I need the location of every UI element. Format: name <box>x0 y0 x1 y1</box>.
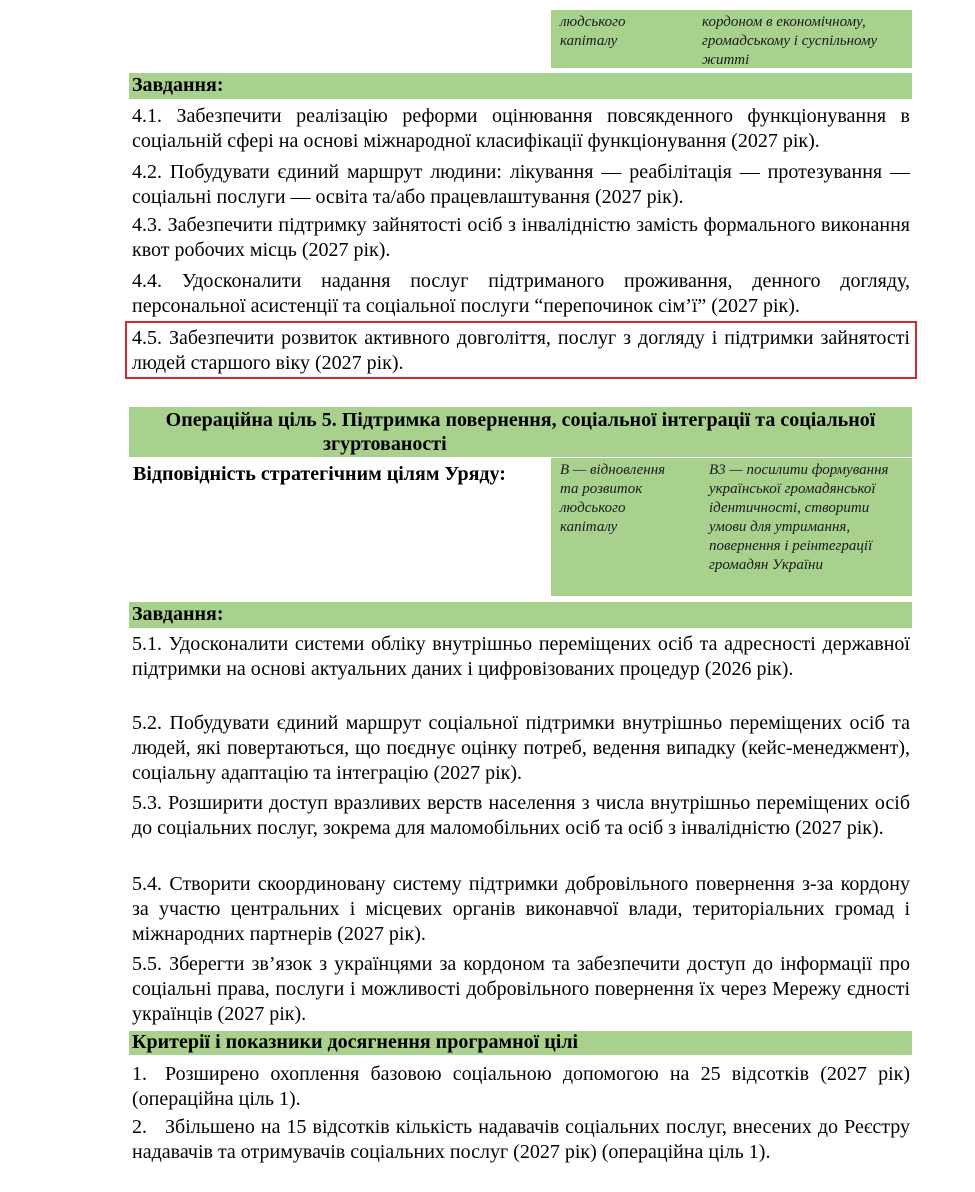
top-table-cell-1 <box>551 10 693 68</box>
top-table-cell-2 <box>693 10 912 68</box>
operational-goal-5-line2: згуртованості <box>323 433 447 455</box>
task-5-3: 5.3. Розширити доступ вразливих верств населення з числа внутрішньо переміщених осіб до соціальних послуг, зокрема для маломобільних осіб та осіб з інвалідністю (2027 рік). <box>132 792 910 839</box>
criteria-item-2 <box>132 1115 910 1165</box>
tasks-heading-5-text: Завдання: <box>132 603 224 625</box>
criteria-item-1-text: Розширено охоплення базовою соціальною допомогою на 25 відсотків (2027 рік) (операційна ціль 1). <box>132 1063 910 1110</box>
alignment-cell-1 <box>551 458 693 596</box>
criteria-item-1 <box>132 1062 910 1112</box>
task-4-1: 4.1. Забезпечити реалізацію реформи оцінювання повсякденного функціонування в соціальній сфері на основі міжнародної класифікації функціонування (2027 рік). <box>132 105 910 152</box>
criteria-item-2-number: 2. <box>132 1116 147 1138</box>
alignment-col1-text: В — відновлення та розвиток людського капіталу <box>560 462 666 535</box>
tasks-heading-4 <box>129 73 912 99</box>
criteria-item-2-text: Збільшено на 15 відсотків кількість надавачів соціальних послуг, внесених до Реєстру надавачів та отримувачів соціальних послуг (2027 рік) (операційна ціль 1). <box>132 1116 910 1163</box>
top-table-col1-text: людського капіталу <box>560 14 626 49</box>
criteria-item-1-number: 1. <box>132 1063 147 1085</box>
task-5-2: 5.2. Побудувати єдиний маршрут соціальної підтримки внутрішньо переміщених осіб та людей, які повертаються, що поєднує оцінку потреб, ведення випадку (кейс-менеджмент), соціальну адаптацію та інтеграцію (2027 рік). <box>132 712 910 784</box>
alignment-cell-2 <box>693 458 912 596</box>
task-4-4: 4.4. Удосконалити надання послуг підтриманого проживання, денного догляду, персональної асистенції та соціальної послуги “перепочинок сім’ї” (2027 рік). <box>132 270 910 317</box>
operational-goal-5-heading <box>129 407 912 457</box>
task-4-3: 4.3. Забезпечити підтримку зайнятості осіб з інвалідністю замість формального виконання квот робочих місць (2027 рік). <box>132 214 910 261</box>
alignment-col2-text: В3 — посилити формування української громадянської ідентичності, створити умови для утримання, повернення і реінтеграції громадян України <box>709 462 889 573</box>
task-4-2: 4.2. Побудувати єдиний маршрут людини: лікування — реабілітація — протезування — соціальні послуги — освіта та/або працевлаштування (2027 рік). <box>132 161 910 208</box>
task-4-5: 4.5. Забезпечити розвиток активного довголіття, послуг з догляду і підтримки зайнятості людей старшого віку (2027 рік). <box>132 327 910 374</box>
task-5-5: 5.5. Зберегти зв’язок з українцями за кордоном та забезпечити доступ до інформації про соціальні права, послуги і можливості добровільного повернення їх через Мережу єдності українців (2027 рік). <box>132 953 910 1025</box>
tasks-heading-5 <box>129 602 912 628</box>
alignment-label: Відповідність стратегічним цілям Уряду: <box>133 463 506 485</box>
top-table-col2-text: кордоном в економічному, громадському і суспільному житті <box>702 14 878 68</box>
criteria-heading <box>129 1031 912 1055</box>
operational-goal-5-line1: Операційна ціль 5. Підтримка повернення, соціальної інтеграції та соціальної <box>165 409 876 431</box>
task-5-4: 5.4. Створити скоординовану систему підтримки добровільного повернення з-за кордону за участю центральних і місцевих органів виконавчої влади, територіальних громад і міжнародних партнерів (2027 рік). <box>132 873 910 945</box>
criteria-heading-text: Критерії і показники досягнення програмної цілі <box>132 1031 579 1053</box>
task-5-1: 5.1. Удосконалити системи обліку внутрішньо переміщених осіб та адресності державної підтримки на основі актуальних даних і цифровізованих процедур (2026 рік). <box>132 633 910 680</box>
tasks-heading-4-text: Завдання: <box>132 74 224 96</box>
